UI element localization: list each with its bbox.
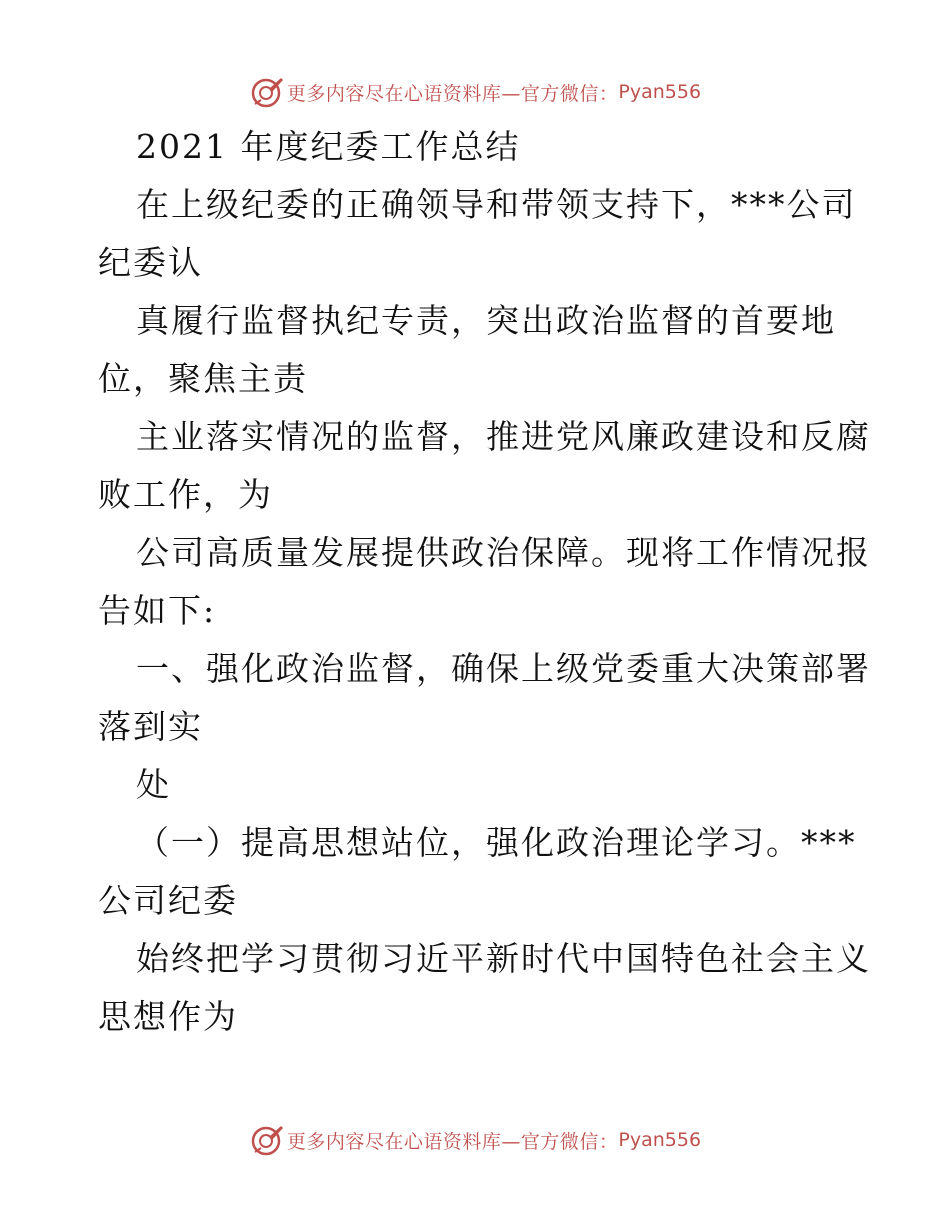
paragraph-line: 位，聚焦主责 (98, 359, 308, 398)
section-heading-line: 落到实 (98, 707, 203, 746)
paragraph-line: 纪委认 (98, 243, 203, 282)
paragraph-line: 公司纪委 (98, 881, 238, 920)
watermark-header (0, 72, 950, 112)
document-body (98, 118, 871, 1046)
watermark-footer (0, 1120, 950, 1160)
watermark-wechat-id: Pyan556 (618, 81, 702, 103)
logo-icon (249, 1122, 285, 1158)
document-title: 2021 年度纪委工作总结 (136, 127, 521, 166)
paragraph-line: 真履行监督执纪专责，突出政治监督的首要地 (136, 301, 836, 340)
logo-icon (249, 74, 285, 110)
paragraph-line: 始终把学习贯彻习近平新时代中国特色社会主义 (136, 939, 871, 978)
paragraph-line: 告如下: (98, 591, 217, 630)
paragraph-line: 主业落实情况的监督，推进党风廉政建设和反腐 (136, 417, 871, 456)
paragraph-line: 公司高质量发展提供政治保障。现将工作情况报 (136, 533, 871, 572)
section-heading-line: 一、强化政治监督，确保上级党委重大决策部署 (136, 649, 871, 688)
paragraph-line: 思想作为 (98, 997, 238, 1036)
paragraph-line: 败工作，为 (98, 475, 273, 514)
section-heading-line: 处 (136, 765, 171, 804)
subsection-heading-line: （一）提高思想站位，强化政治理论学习。*** (136, 823, 857, 862)
watermark-text: 更多内容尽在心语资料库—官方微信： (286, 82, 619, 105)
paragraph-line: 在上级纪委的正确领导和带领支持下，***公司 (136, 185, 857, 224)
watermark-wechat-id: Pyan556 (618, 1129, 702, 1151)
watermark-text: 更多内容尽在心语资料库—官方微信： (286, 1130, 619, 1153)
